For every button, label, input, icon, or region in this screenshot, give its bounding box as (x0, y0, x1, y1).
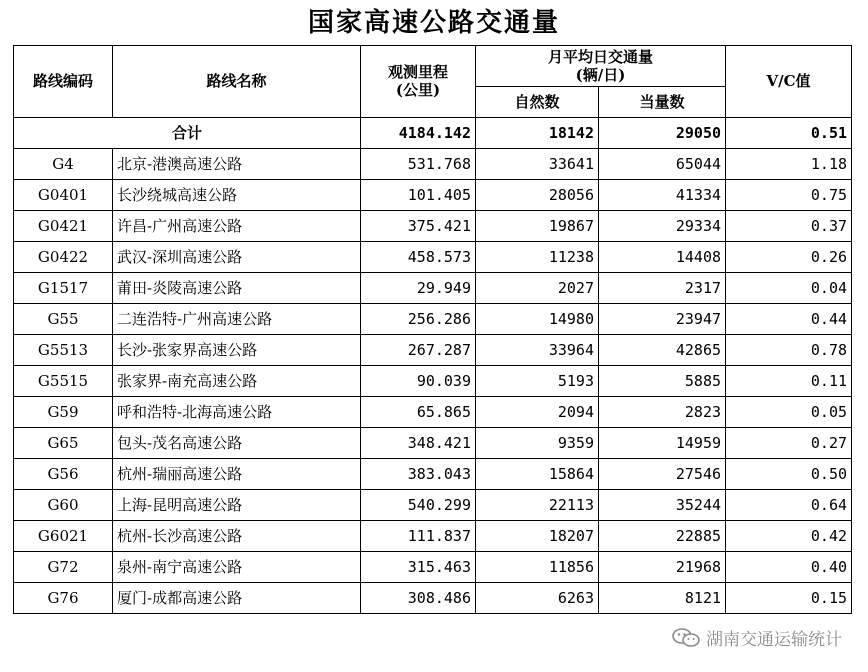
natural-cell: 2094 (476, 397, 599, 428)
route-code: G55 (14, 304, 113, 335)
route-name: 包头-茂名高速公路 (113, 428, 361, 459)
col-header-vc: V/C值 (726, 46, 852, 118)
mileage-cell: 348.421 (361, 428, 476, 459)
route-code: G59 (14, 397, 113, 428)
vc-cell: 0.50 (726, 459, 852, 490)
equivalent-cell: 21968 (599, 552, 726, 583)
vc-cell: 0.78 (726, 335, 852, 366)
page-title: 国家高速公路交通量 (307, 8, 560, 38)
total-natural: 18142 (476, 118, 599, 149)
wechat-icon (672, 628, 700, 648)
table-row (14, 552, 852, 583)
table-row (14, 180, 852, 211)
route-code: G60 (14, 490, 113, 521)
route-code: G72 (14, 552, 113, 583)
col-header-mileage (361, 46, 476, 118)
natural-cell: 19867 (476, 211, 599, 242)
vc-cell: 0.44 (726, 304, 852, 335)
equivalent-cell: 35244 (599, 490, 726, 521)
route-name: 莆田-炎陵高速公路 (113, 273, 361, 304)
mileage-cell: 383.043 (361, 459, 476, 490)
natural-cell: 14980 (476, 304, 599, 335)
vc-cell: 0.75 (726, 180, 852, 211)
vc-cell: 0.11 (726, 366, 852, 397)
equivalent-cell: 8121 (599, 583, 726, 614)
route-name: 长沙绕城高速公路 (113, 180, 361, 211)
table-row (14, 490, 852, 521)
mileage-cell: 267.287 (361, 335, 476, 366)
route-code: G5513 (14, 335, 113, 366)
natural-cell: 9359 (476, 428, 599, 459)
vc-cell: 0.42 (726, 521, 852, 552)
equivalent-cell: 42865 (599, 335, 726, 366)
route-name: 杭州-长沙高速公路 (113, 521, 361, 552)
watermark (672, 625, 842, 650)
mileage-cell: 90.039 (361, 366, 476, 397)
equivalent-cell: 14408 (599, 242, 726, 273)
vc-cell: 0.27 (726, 428, 852, 459)
natural-cell: 15864 (476, 459, 599, 490)
equivalent-cell: 2823 (599, 397, 726, 428)
col-header-natural: 自然数 (476, 87, 599, 118)
natural-cell: 6263 (476, 583, 599, 614)
natural-cell: 22113 (476, 490, 599, 521)
vc-cell: 0.15 (726, 583, 852, 614)
mileage-cell: 315.463 (361, 552, 476, 583)
mileage-cell: 29.949 (361, 273, 476, 304)
mileage-cell: 65.865 (361, 397, 476, 428)
equivalent-cell: 14959 (599, 428, 726, 459)
col-header-equivalent: 当量数 (599, 87, 726, 118)
equivalent-cell: 27546 (599, 459, 726, 490)
route-name: 呼和浩特-北海高速公路 (113, 397, 361, 428)
natural-cell: 28056 (476, 180, 599, 211)
natural-cell: 11856 (476, 552, 599, 583)
traffic-table (13, 45, 852, 614)
mileage-cell: 531.768 (361, 149, 476, 180)
route-name: 杭州-瑞丽高速公路 (113, 459, 361, 490)
equivalent-cell: 65044 (599, 149, 726, 180)
route-name: 武汉-深圳高速公路 (113, 242, 361, 273)
route-code: G65 (14, 428, 113, 459)
route-name: 上海-昆明高速公路 (113, 490, 361, 521)
table-row (14, 211, 852, 242)
total-label: 合计 (14, 118, 361, 149)
table-row (14, 149, 852, 180)
vc-cell: 0.37 (726, 211, 852, 242)
mileage-cell: 101.405 (361, 180, 476, 211)
mileage-cell: 308.486 (361, 583, 476, 614)
route-code: G76 (14, 583, 113, 614)
vc-cell: 0.26 (726, 242, 852, 273)
route-name: 北京-港澳高速公路 (113, 149, 361, 180)
route-name: 厦门-成都高速公路 (113, 583, 361, 614)
mileage-cell: 375.421 (361, 211, 476, 242)
vc-cell: 1.18 (726, 149, 852, 180)
route-name: 泉州-南宁高速公路 (113, 552, 361, 583)
traffic-header-line1: 月平均日交通量 (548, 47, 654, 66)
header-row (14, 46, 852, 87)
route-name: 张家界-南充高速公路 (113, 366, 361, 397)
total-equivalent: 29050 (599, 118, 726, 149)
total-mileage: 4184.142 (361, 118, 476, 149)
route-name: 长沙-张家界高速公路 (113, 335, 361, 366)
equivalent-cell: 29334 (599, 211, 726, 242)
route-code: G6021 (14, 521, 113, 552)
table-row (14, 366, 852, 397)
vc-cell: 0.04 (726, 273, 852, 304)
col-header-name: 路线名称 (113, 46, 361, 118)
vc-cell: 0.05 (726, 397, 852, 428)
table-row (14, 428, 852, 459)
table-row (14, 521, 852, 552)
table-row (14, 459, 852, 490)
route-code: G4 (14, 149, 113, 180)
route-code: G0401 (14, 180, 113, 211)
route-name: 许昌-广州高速公路 (113, 211, 361, 242)
equivalent-cell: 5885 (599, 366, 726, 397)
vc-cell: 0.64 (726, 490, 852, 521)
table-row (14, 273, 852, 304)
equivalent-cell: 23947 (599, 304, 726, 335)
table-row (14, 397, 852, 428)
route-code: G56 (14, 459, 113, 490)
col-header-code: 路线编码 (14, 46, 113, 118)
traffic-header-line2: (辆/日) (575, 65, 626, 84)
table-row (14, 242, 852, 273)
mileage-header-line2: (公里) (395, 81, 441, 99)
mileage-cell: 458.573 (361, 242, 476, 273)
natural-cell: 18207 (476, 521, 599, 552)
equivalent-cell: 2317 (599, 273, 726, 304)
total-vc: 0.51 (726, 118, 852, 149)
vc-cell: 0.40 (726, 552, 852, 583)
table-row (14, 335, 852, 366)
mileage-cell: 540.299 (361, 490, 476, 521)
natural-cell: 33964 (476, 335, 599, 366)
total-row (14, 118, 852, 149)
route-code: G1517 (14, 273, 113, 304)
col-header-traffic (476, 46, 726, 87)
mileage-cell: 256.286 (361, 304, 476, 335)
table-row (14, 583, 852, 614)
watermark-text: 湖南交通运输统计 (706, 630, 842, 650)
table-row (14, 304, 852, 335)
route-code: G5515 (14, 366, 113, 397)
mileage-cell: 111.837 (361, 521, 476, 552)
natural-cell: 11238 (476, 242, 599, 273)
route-code: G0421 (14, 211, 113, 242)
route-name: 二连浩特-广州高速公路 (113, 304, 361, 335)
equivalent-cell: 41334 (599, 180, 726, 211)
natural-cell: 5193 (476, 366, 599, 397)
mileage-header-line1: 观测里程 (387, 63, 448, 81)
natural-cell: 2027 (476, 273, 599, 304)
equivalent-cell: 22885 (599, 521, 726, 552)
route-code: G0422 (14, 242, 113, 273)
natural-cell: 33641 (476, 149, 599, 180)
